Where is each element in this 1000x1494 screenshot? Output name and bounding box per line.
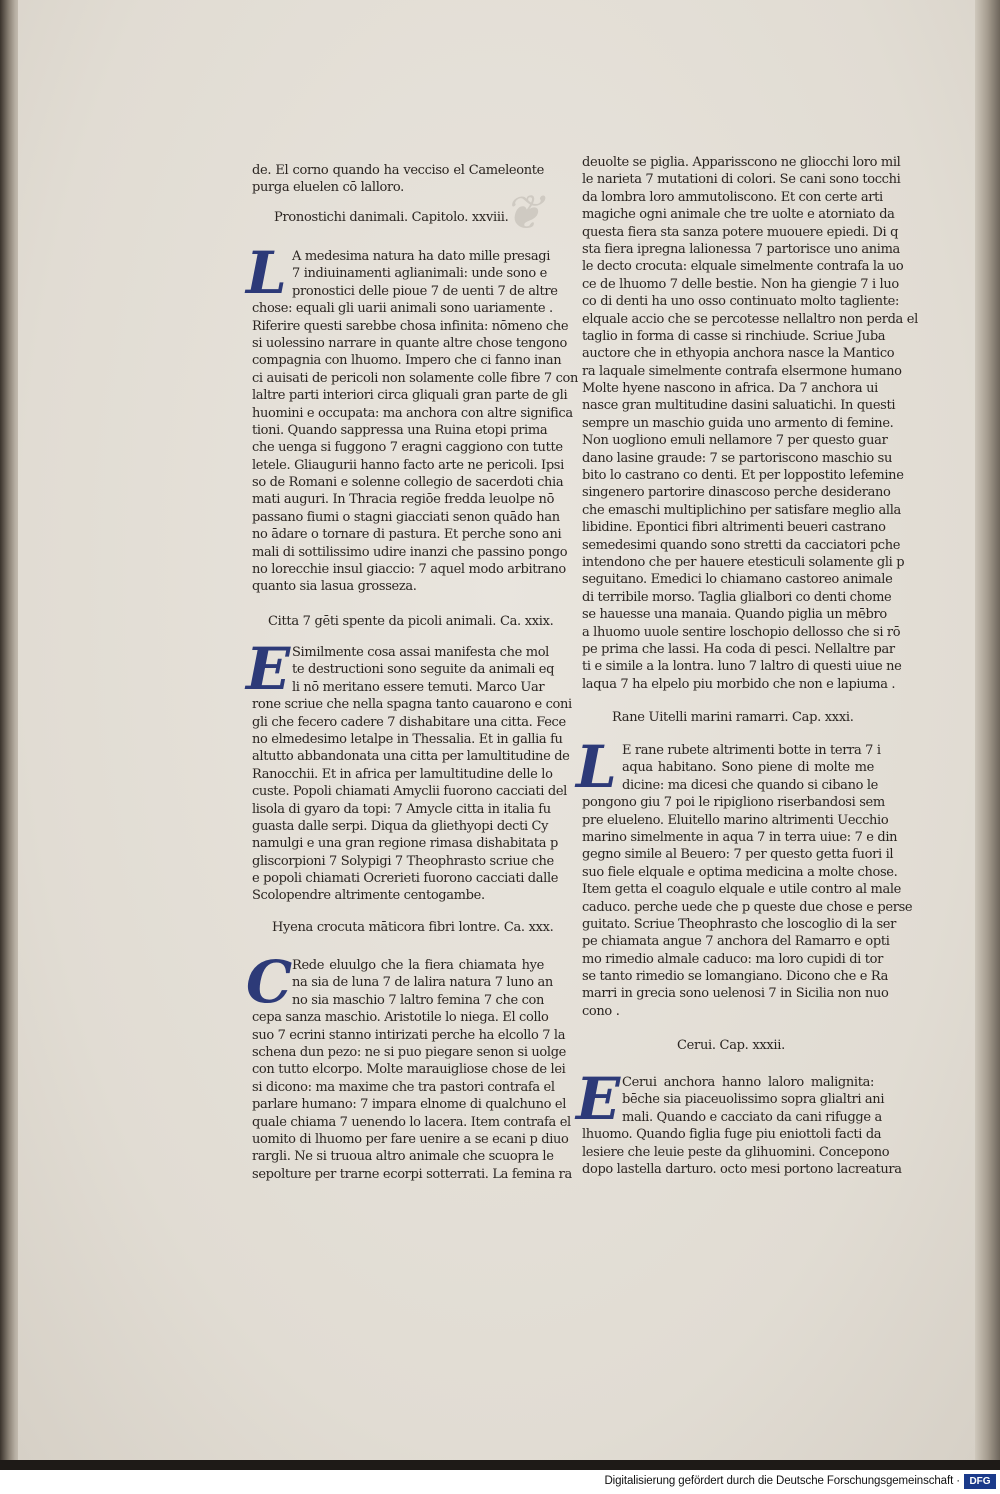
text-line: Riferire questi sarebbe chosa infinita: nōmeno che [252, 318, 569, 334]
text-line: bēche sia piaceuolissimo sopra glialtri ani [622, 1092, 885, 1108]
text-line: semedesimi quando sono stretti da cacciatori pche [582, 537, 901, 553]
text-line: letele. Gliaugurii hanno facto arte ne pericoli. Ipsi [252, 457, 564, 473]
text-line: parlare humano: 7 impara elnome di qualchuno el [252, 1097, 567, 1113]
chapter-heading: Rane Uitelli marini ramarri. Cap. xxxi. [612, 710, 854, 725]
text-line: suo 7 ecrini stanno intirizati perche ha elcollo 7 la [252, 1027, 566, 1043]
text-line: si uolessino narrare in quante altre chose tengono [252, 335, 568, 351]
text-line: dano lasine graude: 7 se partoriscono maschio su [582, 450, 893, 466]
footer-bar [0, 1470, 1000, 1494]
text-line: guitato. Scriue Theophrasto che loscoglio di la ser [582, 916, 896, 932]
text-line: che uenga si fuggono 7 eragni caggiono con tutte [252, 440, 563, 456]
text-line: intendono che per hauere etesticuli solamente gli p [582, 554, 905, 570]
text-line: suo fiele elquale e optima medicina a molte chose. [582, 864, 898, 880]
text-line: con tutto elcorpo. Molte marauigliose chose de lei [252, 1062, 566, 1078]
text-line: nasce gran multitudine dasini saluatichi. In questi [582, 398, 896, 414]
text-line: quanto sia lasua grosseza. [252, 579, 417, 595]
chapter-paragraph [246, 239, 578, 596]
text-line: taglio in forma di casse si rinchiude. Scriue Juba [582, 328, 886, 344]
text-line: rone scriue che nella spagna tanto cauarono e coni [252, 697, 572, 713]
text-line: gliscorpioni 7 Solypigi 7 Theophrasto scriue che [252, 853, 554, 869]
text-line: libidine. Epontici fibri altrimenti beueri castrano [582, 520, 886, 536]
text-line: co di denti ha uno osso continuato molto tagliente: [582, 294, 900, 310]
text-line: a lhuomo uuole sentire loschopio dellosso che si rō [582, 624, 901, 640]
illuminated-initial: C [246, 948, 293, 1016]
text-line: se tanto rimedio se lomangiano. Dicono che e Ra [582, 969, 888, 985]
text-line: mo rimedio almale caduco: ma loro cupidi di tor [582, 951, 883, 967]
text-line: de. El corno quando ha vecciso el Cameleonte [252, 163, 544, 178]
text-line: laqua 7 ha elpelo piu morbido che non e lapiuma . [582, 676, 896, 692]
chapter-paragraph [246, 948, 572, 1183]
chapter-heading: Cerui. Cap. xxxii. [677, 1038, 785, 1053]
text-line: di terribile morso. Taglia glialbori co denti chome [582, 589, 892, 605]
text-line: purga eluelen cō lalloro. [252, 180, 404, 196]
text-line: no sia maschio 7 laltro femina 7 che con [292, 992, 545, 1008]
text-line: so de Romani e solenne collegio de sacerdoti chia [252, 475, 564, 491]
text-line: le decto crocuta: elquale simelmente contrafa la uo [582, 259, 904, 275]
text-line: le narieta 7 mutationi di colori. Se cani sono tocchi [582, 172, 901, 188]
illuminated-initial: E [576, 1065, 621, 1133]
text-line: Non uogliono emuli nellamore 7 per questo guar [582, 433, 888, 449]
text-line: auctore che in ethyopia anchora nasce la Mantico [582, 346, 895, 362]
text-line: ci auisati de pericoli non solamente colle fibre 7 con [252, 370, 578, 386]
text-line: li nō meritano essere temuti. Marco Uar [292, 679, 545, 695]
text-line: passano fiumi o stagni giacciati senon quādo han [252, 509, 560, 525]
text-line: deuolte se piglia. Apparisscono ne gliocchi loro mil [582, 155, 901, 170]
text-line: mali di sottilissimo udire inanzi che passino pongo [252, 544, 568, 560]
text-line: pre elueleno. Eluitello marino altrimenti Uecchio [582, 812, 889, 828]
text-line: cono . [582, 1003, 620, 1019]
chapter-heading: Citta 7 gēti spente da picoli animali. Ca. xxix. [268, 614, 554, 629]
text-line: namulgi e una gran regione rimasa dishabitata p [252, 836, 558, 852]
text-line: pongono giu 7 poi le ripigliono riserbandosi sem [582, 795, 885, 811]
text-line: si dicono: ma maxime che tra pastori contrafa el [252, 1079, 555, 1095]
text-line: Cerui anchora hanno laloro malignita: [622, 1075, 874, 1090]
text-line: no elmedesimo letalpe in Thessalia. Et in gallia fu [252, 731, 563, 747]
text-line: se hauesse una manaia. Quando piglia un mēbro [582, 607, 887, 623]
show-through-initial: ❦ [503, 185, 544, 241]
text-line: da lombra loro ammutoliscono. Et con certe arti [582, 189, 883, 205]
text-line: bito lo castrano co denti. Et per loppostito lefemine [582, 468, 904, 484]
intro-paragraph [252, 162, 544, 197]
text-line: mali. Quando e cacciato da cani rifugge a [622, 1109, 882, 1125]
text-line: cepa sanza maschio. Aristotile lo niega. El collo [252, 1010, 549, 1026]
illuminated-initial: L [246, 239, 287, 307]
text-line: caduco. perche uede che p queste due chose e perse [582, 899, 913, 915]
text-line: Ranocchii. Et in africa per lamultitudine delle lo [252, 766, 553, 782]
dfg-logo[interactable]: DFG [964, 1474, 996, 1489]
text-line: marino simelmente in aqua 7 in terra uiue: 7 e din [582, 829, 898, 845]
text-line: e popoli chiamati Ocrerieti fuorono cacciati dalle [252, 871, 559, 887]
text-line: lisola di gyaro da topi: 7 Amycle citta in italia fu [252, 801, 551, 817]
text-line: compagnia con lhuomo. Impero che ci fanno inan [252, 353, 562, 369]
text-line: schena dun pezo: ne si puo piegare senon si uolge [252, 1044, 567, 1060]
text-line: ra laquale simelmente contrafa elsermone humano [582, 363, 902, 379]
text-line: elquale accio che se percotesse nellaltro non perda el [582, 311, 918, 327]
chapter-paragraph [246, 635, 572, 905]
chapter-paragraph [576, 1065, 902, 1178]
text-line: mati auguri. In Thracia regiōe fredda leuolpe nō [252, 492, 555, 508]
scan-background [0, 1460, 1000, 1470]
text-line: questa fiera sta sanza potere muouere epiedi. Di q [582, 224, 899, 240]
text-line: ti e simile a la lontra. luno 7 laltro di questi uiue ne [582, 659, 902, 675]
illuminated-initial: E [246, 635, 291, 703]
text-line: singenero partorire dinascoso perche desiderano [582, 485, 891, 501]
text-line: sta fiera ipregna lalionessa 7 partorisce uno anima [582, 241, 900, 257]
text-line: sempre un maschio guida uno armento di femine. [582, 415, 894, 431]
text-line: no lorecchie insul giaccio: 7 aquel modo arbitrano [252, 562, 566, 578]
text-line: E rane rubete altrimenti botte in terra 7 i [622, 743, 881, 758]
text-line: Molte hyene nascono in africa. Da 7 anchora ui [582, 381, 878, 397]
text-line: Rede eluulgo che la fiera chiamata hye [292, 958, 544, 973]
text-line: laltre parti interiori circa gliquali gran parte de gli [252, 388, 568, 404]
chapter-heading: Pronostichi danimali. Capitolo. xxviii. [274, 210, 509, 225]
text-line: custe. Popoli chiamati Amyclii fuorono cacciati del [252, 784, 567, 800]
text-line: altutto abbandonata una citta per lamultitudine de [252, 749, 570, 765]
text-line: no ādare o tornare di pastura. Et perche sono ani [252, 527, 562, 543]
text-line: che emaschi multiplichino per satisfare meglio alla [582, 502, 901, 518]
text-line: tioni. Quando sappressa una Ruina etopi prima [252, 422, 548, 438]
text-line: dicine: ma dicesi che quando si cibano le [622, 777, 879, 793]
text-line: gegno simile al Beuero: 7 per questo getta fuori il [582, 847, 894, 863]
text-line: magiche ogni animale che tre uolte e atorniato da [582, 207, 895, 223]
text-line: Similmente cosa assai manifesta che mol [292, 645, 549, 660]
text-line: guasta dalle serpi. Diqua da gliethyopi decti Cy [252, 818, 549, 834]
text-line: chose: equali gli uarii animali sono uariamente . [252, 301, 553, 317]
text-line: ce de lhuomo 7 delle bestie. Non ha giengie 7 i luo [582, 276, 899, 292]
text-line: 7 indiuinamenti aglianimali: unde sono e [292, 266, 547, 282]
text-line: sepolture per trarne ecorpi sotterrati. La femina ra [252, 1166, 572, 1182]
text-line: uomito di lhuomo per fare uenire a se ecani p diuo [252, 1131, 569, 1147]
text-line: te destructioni sono seguite da animali eq [292, 662, 555, 678]
funding-notice: Digitalisierung gefördert durch die Deutsche Forschungsgemeinschaft · [604, 1475, 960, 1487]
text-line: dopo lastella darturo. octo mesi portono lacreatura [582, 1161, 902, 1177]
text-line: aqua habitano. Sono piene di molte me [622, 760, 874, 776]
text-line: pronostici delle pioue 7 de uenti 7 de altre [292, 283, 558, 299]
text-line: quale chiama 7 uenendo lo lacera. Item contrafa el [252, 1114, 571, 1130]
text-line: rargli. Ne si truoua altro animale che scuopra le [252, 1149, 554, 1165]
facing-page-edge [975, 0, 1000, 1462]
text-line: lesiere che leuie peste da glihuomini. Concepono [582, 1144, 890, 1160]
illuminated-initial: L [576, 733, 617, 801]
text-line: seguitano. Emedici lo chiamano castoreo animale [582, 572, 893, 588]
text-line: pe prima che lassi. Ha coda di pesci. Nellaltre par [582, 641, 895, 657]
text-line: gli che fecero cadere 7 dishabitare una citta. Fece [252, 714, 566, 730]
chapter-paragraph [576, 733, 913, 1020]
text-line: marri in grecia sono uelenosi 7 in Sicilia non nuo [582, 986, 889, 1002]
text-line: pe chiamata angue 7 anchora del Ramarro e opti [582, 934, 890, 950]
intro-paragraph [582, 154, 918, 693]
text-line: na sia de luna 7 de lalira natura 7 luno an [292, 975, 553, 991]
text-line: huomini e occupata: ma anchora con altre significa [252, 405, 573, 421]
text-line: Item getta el coagulo elquale e utile contro al male [582, 882, 902, 898]
chapter-heading: Hyena crocuta māticora fibri lontre. Ca. xxx. [272, 920, 554, 935]
text-line: Scolopendre altrimente centogambe. [252, 888, 485, 904]
text-line: A medesima natura ha dato mille presagi [292, 249, 551, 264]
text-line: lhuomo. Quando figlia fuge piu eniottoli facti da [582, 1127, 882, 1143]
